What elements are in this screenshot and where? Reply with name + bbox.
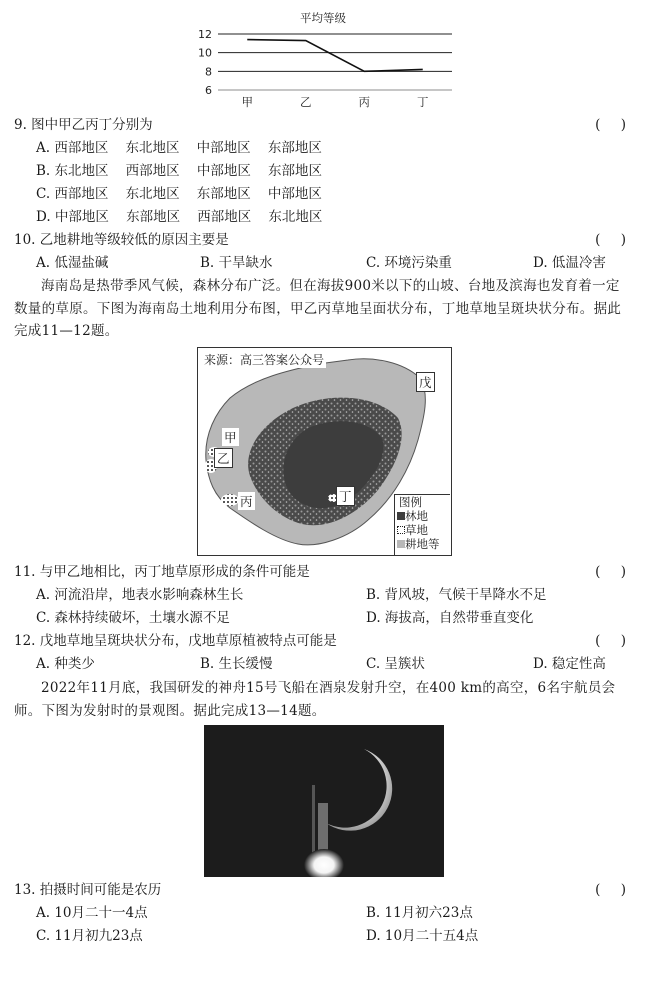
q10-answer-paren: ( ) — [595, 232, 634, 248]
chart-x-tick-label: 乙 — [300, 95, 312, 109]
passage-hainan: 海南岛是热带季风气候，森林分布广泛。但在海拔900米以下的山坡、台地及滨海也发育着一定数量的草原。下图为海南岛土地利用分布图，甲乙丙草地呈面状分布，丁地草地呈斑块状分布。据此完成11—12题。 — [14, 278, 622, 339]
map-label-yi: 乙 — [214, 448, 233, 468]
q9-answer-paren: ( ) — [595, 117, 634, 133]
q12-option-d[interactable]: D. 稳定性高 — [533, 656, 606, 672]
chart-x-tick-label: 丙 — [358, 95, 370, 109]
q10-option-b[interactable]: B. 干旱缺水 — [200, 255, 273, 271]
map-source: 来源：高三答案公众号 — [204, 353, 325, 367]
legend-swatch-farmland — [397, 540, 405, 548]
q12-option-c[interactable]: C. 呈簇状 — [366, 656, 425, 672]
q13-option-d[interactable]: D. 10月二十五4点 — [366, 928, 479, 944]
grassland-bing — [221, 494, 239, 506]
legend-item-grassland: 草地 — [395, 523, 450, 537]
rocket-body — [318, 803, 328, 857]
legend-title: 图例 — [399, 495, 422, 509]
q9-option-b[interactable]: B. 东北地区 西部地区 中部地区 东部地区 — [36, 163, 322, 179]
legend-item-farmland: 耕地等 — [395, 537, 450, 551]
q10-option-a[interactable]: A. 低湿盐碱 — [36, 255, 109, 271]
legend-swatch-forest — [397, 512, 405, 520]
chart-series-line — [247, 40, 423, 72]
q12-option-b[interactable]: B. 生长缓慢 — [200, 656, 273, 672]
q9-option-a[interactable]: A. 西部地区 东北地区 中部地区 东部地区 — [36, 140, 322, 156]
q10-option-d[interactable]: D. 低温冷害 — [533, 255, 606, 271]
q9-option-c[interactable]: C. 西部地区 东北地区 东部地区 中部地区 — [36, 186, 322, 202]
chart-y-ticks — [198, 28, 212, 97]
chart-y-tick-label: 10 — [198, 46, 212, 60]
map-label-jia: 甲 — [224, 430, 237, 445]
q9-option-d[interactable]: D. 中部地区 东部地区 西部地区 东北地区 — [36, 209, 323, 225]
q13-option-c[interactable]: C. 11月初九23点 — [36, 928, 143, 944]
q11-option-a[interactable]: A. 河流沿岸，地表水影响森林生长 — [36, 587, 244, 603]
map-label-bing: 丙 — [240, 494, 253, 509]
map-legend — [394, 494, 450, 555]
q10-stem: 10. 乙地耕地等级较低的原因主要是 — [14, 232, 229, 248]
q10-option-c[interactable]: C. 环境污染重 — [366, 255, 452, 271]
q13-option-a[interactable]: A. 10月二十一4点 — [36, 905, 148, 921]
hainan-landuse-map — [197, 347, 452, 556]
q13-answer-paren: ( ) — [595, 882, 634, 898]
chart-y-tick-label: 8 — [205, 65, 212, 79]
chart-x-tick-label: 丁 — [417, 95, 429, 109]
chart-x-tick-label: 甲 — [241, 95, 253, 109]
q9-stem: 9. 图中甲乙丙丁分别为 — [14, 117, 153, 133]
q13-stem: 13. 拍摄时间可能是农历 — [14, 882, 162, 898]
q12-option-a[interactable]: A. 种类少 — [36, 656, 95, 672]
q12-answer-paren: ( ) — [595, 633, 634, 649]
chart-y-tick-label: 6 — [205, 84, 212, 97]
q12-stem: 12. 戊地草地呈斑块状分布，戊地草原植被特点可能是 — [14, 633, 337, 649]
map-label-ding: 丁 — [336, 486, 355, 506]
legend-item-forest: 林地 — [395, 509, 450, 523]
q11-option-b[interactable]: B. 背风坡，气候干旱降水不足 — [366, 587, 547, 603]
chart-y-tick-label: 12 — [198, 28, 212, 41]
q11-option-c[interactable]: C. 森林持续破坏，土壤水源不足 — [36, 610, 230, 626]
line-chart — [190, 6, 460, 110]
launch-photo-canvas — [204, 725, 444, 877]
legend-swatch-grassland — [397, 526, 405, 534]
passage-shenzhou: 2022年11月底，我国研发的神舟15号飞船在酒泉发射升空，在400 km的高空，6名宇航员会师。下图为发射时的景观图。据此完成13—14题。 — [14, 680, 616, 719]
launch-photo — [204, 725, 444, 877]
q11-answer-paren: ( ) — [595, 564, 634, 580]
q13-option-b[interactable]: B. 11月初六23点 — [366, 905, 473, 921]
map-label-wu: 戊 — [416, 372, 435, 392]
rocket-flame — [304, 849, 344, 877]
q11-option-d[interactable]: D. 海拔高，自然带垂直变化 — [366, 610, 534, 626]
q11-stem: 11. 与甲乙地相比，丙丁地草原形成的条件可能是 — [14, 564, 310, 580]
chart-grid — [218, 34, 452, 90]
chart-title: 平均等级 — [300, 11, 346, 25]
moon-icon — [326, 749, 392, 831]
chart-x-ticks — [242, 95, 429, 109]
